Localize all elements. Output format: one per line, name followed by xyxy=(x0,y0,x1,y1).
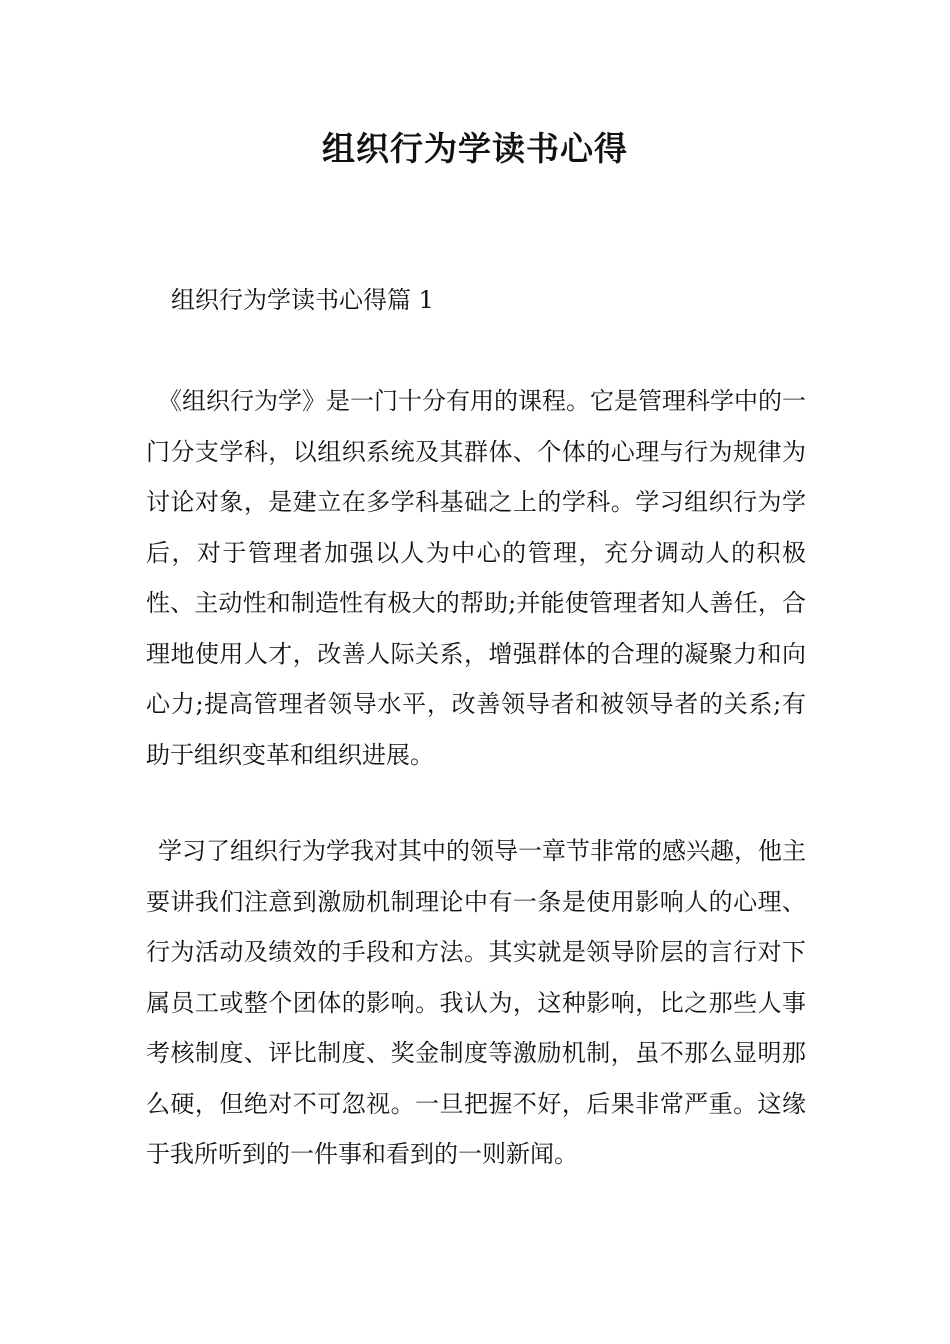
paragraph-1: 《组织行为学》是一门十分有用的课程。它是管理科学中的一门分支学科，以组织系统及其群体、个体的心理与行为规律为讨论对象，是建立在多学科基础之上的学科。学习组织行为学后，对于管理者加强以人为中心的管理，充分调动人的积极性、主动性和制造性有极大的帮助;并能使管理者知人善任，合理地使用人才，改善人际关系，增强群体的合理的凝聚力和向心力;提高管理者领导水平，改善领导者和被领导者的关系;有助于组织变革和组织进展。 xyxy=(146,387,806,769)
section-heading: 组织行为学读书心得篇 1 xyxy=(171,286,434,314)
paragraph-2: 学习了组织行为学我对其中的领导一章节非常的感兴趣，他主要讲我们注意到激励机制理论中有一条是使用影响人的心理、行为活动及绩效的手段和方法。其实就是领导阶层的言行对下属员工或整个团体的影响。我认为，这种影响，比之那些人事考核制度、评比制度、奖金制度等激励机制，虽不那么显明那么硬，但绝对不可忽视。一旦把握不好，后果非常严重。这缘于我所听到的一件事和看到的一则新闻。 xyxy=(146,837,806,1168)
document-title: 组织行为学读书心得 xyxy=(322,129,628,168)
